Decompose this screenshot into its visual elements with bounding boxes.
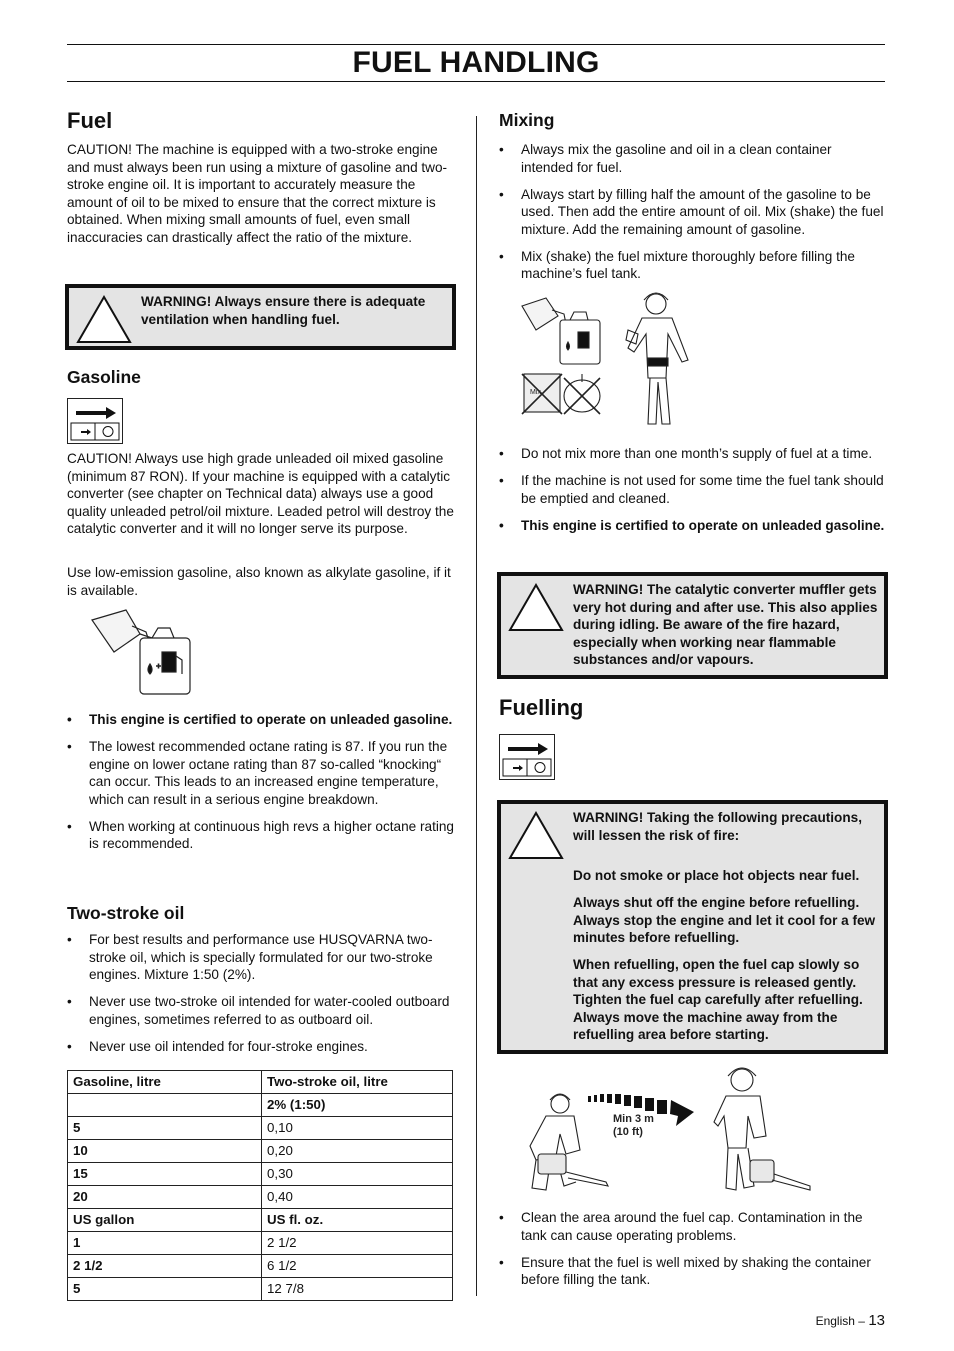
fuel-can-pouring-icon [88,604,196,696]
low-emission-text: Use low-emission gasoline, also known as alkylate gasoline, if it is available. [67,565,451,598]
refuelling-distance-illustration [516,1064,816,1196]
mixing-heading: Mixing [499,110,555,130]
table-cell: 20 [68,1186,262,1209]
warning-triangle-icon [507,582,565,634]
ventilation-warning-text: WARNING! Always ensure there is adequate ventilation when handling fuel. [141,294,426,327]
table-cell: 0,30 [262,1163,453,1186]
table-header-cell: US gallon [68,1209,262,1232]
list-item: • The lowest recommended octane rating is 87. If you run the engine on lower octane rating than 87 so-called “knocking“ can occur. This leads to an increased engine temperature, which can result in a serious engine breakdown. [67,738,455,808]
list-item: • Never use two-stroke oil intended for water-cooled outboard engines, sometimes referred to as outboard oil. [67,993,457,1028]
list-item: • Clean the area around the fuel cap. Contamination in the tank can cause operating problems. [499,1209,891,1244]
table-row [68,1094,453,1117]
table-cell: 0,20 [262,1140,453,1163]
table-row [68,1163,453,1186]
two-stroke-bullet-list [67,931,457,1065]
table-row [68,1278,453,1301]
warning-triangle-icon [507,810,565,862]
table-row [68,1255,453,1278]
fire-risk-warning-item: When refuelling, open the fuel cap slowly so that any excess pressure is released gently. Tighten the fuel cap carefully after refuelling. Always move the machine away from the refuelling area before starting. [573,957,863,1042]
footer-language: English [815,1314,855,1328]
list-item: • If the machine is not used for some time the fuel tank should be emptied and cleaned. [499,472,889,507]
fire-risk-warning-item: Do not smoke or place hot objects near fuel. [573,868,860,883]
svg-text:Mix: Mix [530,389,541,396]
table-cell: 5 [68,1117,262,1140]
list-item: • Always start by filling half the amount of the gasoline to be used. Then add the entire amount of oil. Mix (shake) the fuel mixture. Add the remaining amount of gasoline. [499,186,887,239]
table-cell: 5 [68,1278,262,1301]
fire-risk-warning-box [497,800,888,1054]
table-header-cell: Gasoline, litre [68,1071,262,1094]
gasoline-caution-text: CAUTION! Always use high grade unleaded oil mixed gasoline (minimum 87 RON). If your machine is equipped with a catalytic converter (see chapter on Technical data) always use a good quality unleaded petrol/oil mixture. Leaded petrol will destroy the catalytic converter and it will no longer serve its purpose. [67,451,454,536]
table-cell: 2 1/2 [68,1255,262,1278]
table-cell: 1 [68,1232,262,1255]
list-item: • For best results and performance use HUSQVARNA two-stroke oil, which is specially formulated for our two-stroke engines. Mixture 1:50 (2%). [67,931,457,984]
list-item: • Mix (shake) the fuel mixture thoroughly before filling the machine’s fuel tank. [499,248,887,283]
table-header-cell: Two-stroke oil, litre [262,1071,453,1094]
fire-risk-warning-title: WARNING! Taking the following precautions, will lessen the risk of fire: [573,810,862,843]
table-row [68,1117,453,1140]
mixing-illustration [516,290,702,430]
fuelling-heading: Fuelling [499,695,584,720]
read-manual-icon [67,398,123,444]
fuelling-bullet-list [499,1209,891,1298]
table-row [68,1186,453,1209]
fuel-caution-text: CAUTION! The machine is equipped with a two-stroke engine and must always been run using a mixture of gasoline and two-stroke engine oil. It is important to accurately measure the amount of oil to be mixed to ensure that the correct mixture is obtained. When mixing small amounts of fuel, even small inaccuracies can drastically affect the ratio of the mixture. [67,142,448,245]
table-cell: 2 1/2 [262,1232,453,1255]
table-row [68,1140,453,1163]
column-divider [476,116,477,1296]
table-row [68,1209,453,1232]
list-item: • Never use oil intended for four-stroke engines. [67,1038,457,1056]
table-row [68,1071,453,1094]
list-item: • Ensure that the fuel is well mixed by shaking the container before filling the tank. [499,1254,891,1289]
catalytic-converter-warning-box [497,572,888,679]
table-cell: 2% (1:50) [262,1094,453,1117]
list-item: • This engine is certified to operate on unleaded gasoline. [67,711,455,729]
footer-dash: – [858,1314,865,1328]
fire-risk-warning-item: Always shut off the engine before refuelling. Always stop the engine and let it cool for a few minutes before refuelling. [573,895,876,945]
fire-risk-warning-text [573,809,883,1053]
table-cell [68,1094,262,1117]
read-manual-icon [499,734,555,780]
header-rule-bottom [67,81,885,82]
fuel-mixture-table [67,1070,453,1301]
list-item: • This engine is certified to operate on unleaded gasoline. [499,517,889,535]
table-cell: 12 7/8 [262,1278,453,1301]
table-cell: 10 [68,1140,262,1163]
list-item: • Always mix the gasoline and oil in a clean container intended for fuel. [499,141,887,176]
fuel-heading: Fuel [67,108,113,133]
table-cell: 6 1/2 [262,1255,453,1278]
page-footer [816,1312,885,1331]
table-header-cell: US fl. oz. [262,1209,453,1232]
distance-label-imperial: (10 ft) [613,1126,643,1138]
ventilation-warning-box [65,284,456,350]
table-cell: 15 [68,1163,262,1186]
gasoline-bullet-list [67,711,455,862]
table-cell: 0,10 [262,1117,453,1140]
two-stroke-oil-heading: Two-stroke oil [67,903,185,923]
warning-triangle-icon [75,294,133,346]
list-item: • Do not mix more than one month’s supply of fuel at a time. [499,445,889,463]
page-title: FUEL HANDLING [352,46,600,79]
distance-label: Min 3 m [613,1113,654,1125]
page-number: 13 [868,1312,885,1329]
mixing-bullet-list [499,141,887,292]
table-row [68,1232,453,1255]
mixing-bullet-list-2 [499,445,889,544]
list-item: • When working at continuous high revs a higher octane rating is recommended. [67,818,455,853]
catalytic-converter-warning-text: WARNING! The catalytic converter muffler gets very hot during and after use. This also applies during idling. Be aware of the fire hazard, especially when working near flammable substances and/or vapours. [573,582,878,667]
gasoline-heading: Gasoline [67,367,141,387]
table-cell: 0,40 [262,1186,453,1209]
